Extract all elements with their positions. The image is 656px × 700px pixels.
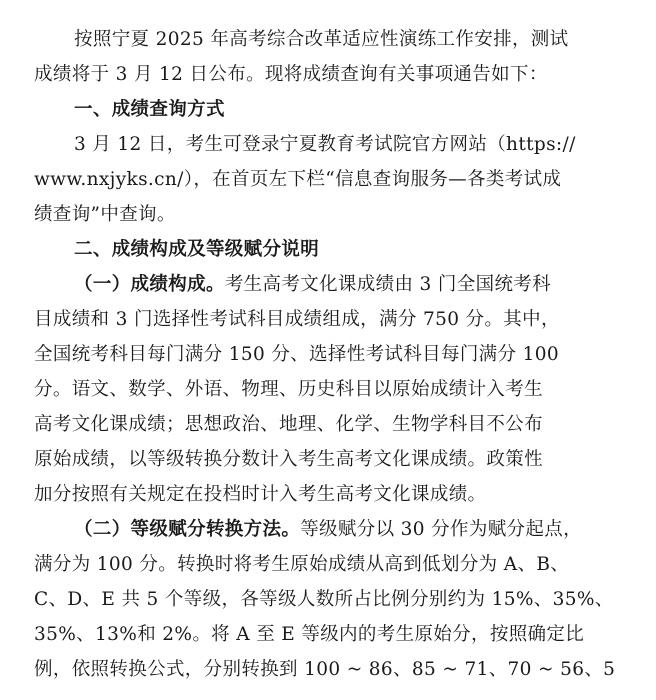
subsection-2-lead: （二）等级赋分转换方法。 [74,519,301,540]
subsection-1-paragraph-line: 全国统考科目每门满分 150 分、选择性考试科目每门满分 100 [34,344,559,365]
subsection-2-first-line [74,513,582,547]
subsection-2-paragraph-line: 满分为 100 分。转换时将考生原始成绩从高到低划分为 A、B、 [34,554,570,575]
subsection-2-paragraph-line: 例，依照转换公式，分别转换到 100 ~ 86、85 ~ 71、70 ~ 56、5 [34,659,616,680]
intro-paragraph-line: 按照宁夏 2025 年高考综合改革适应性演练工作安排，测试 [74,29,569,50]
subsection-1-paragraph-line: 分。语文、数学、外语、物理、历史科目以原始成绩计入考生 [34,379,543,400]
subsection-2-text: 等级赋分以 30 分作为赋分起点， [300,519,582,540]
subsection-1-paragraph-line: 加分按照有关规定在投档时计入考生高考文化课成绩。 [34,484,487,505]
subsection-1-lead: （一）成绩构成。 [74,274,225,295]
subsection-1-paragraph-line: 原始成绩，以等级转换分数计入考生高考文化课成绩。政策性 [34,449,543,470]
section-1-heading: 一、成绩查询方式 [74,99,225,120]
subsection-1-first-line [74,268,551,302]
section-1-paragraph-line: www.nxjyks.cn/），在首页左下栏“信息查询服务—各类考试成 [34,169,562,190]
intro-paragraph-line: 成绩将于 3 月 12 日公布。现将成绩查询有关事项通告如下： [34,64,548,85]
subsection-1-paragraph-line: 高考文化课成绩；思想政治、地理、化学、生物学科目不公布 [34,414,543,435]
subsection-1-paragraph-line: 目成绩和 3 门选择性考试科目成绩组成，满分 750 分。其中， [34,309,560,330]
section-2-heading: 二、成绩构成及等级赋分说明 [74,239,320,260]
section-1-paragraph-line: 绩查询”中查询。 [34,204,176,225]
section-1-paragraph-line: 3 月 12 日，考生可登录宁夏教育考试院官方网站（https:// [74,134,576,155]
subsection-1-text: 考生高考文化课成绩由 3 门全国统考科 [224,274,551,295]
subsection-2-paragraph-line: C、D、E 共 5 个等级，各等级人数所占比例分别约为 15%、35%、 [34,589,614,610]
subsection-2-paragraph-line: 35%、13%和 2%。将 A 至 E 等级内的考生原始分，按照确定比 [34,624,585,645]
